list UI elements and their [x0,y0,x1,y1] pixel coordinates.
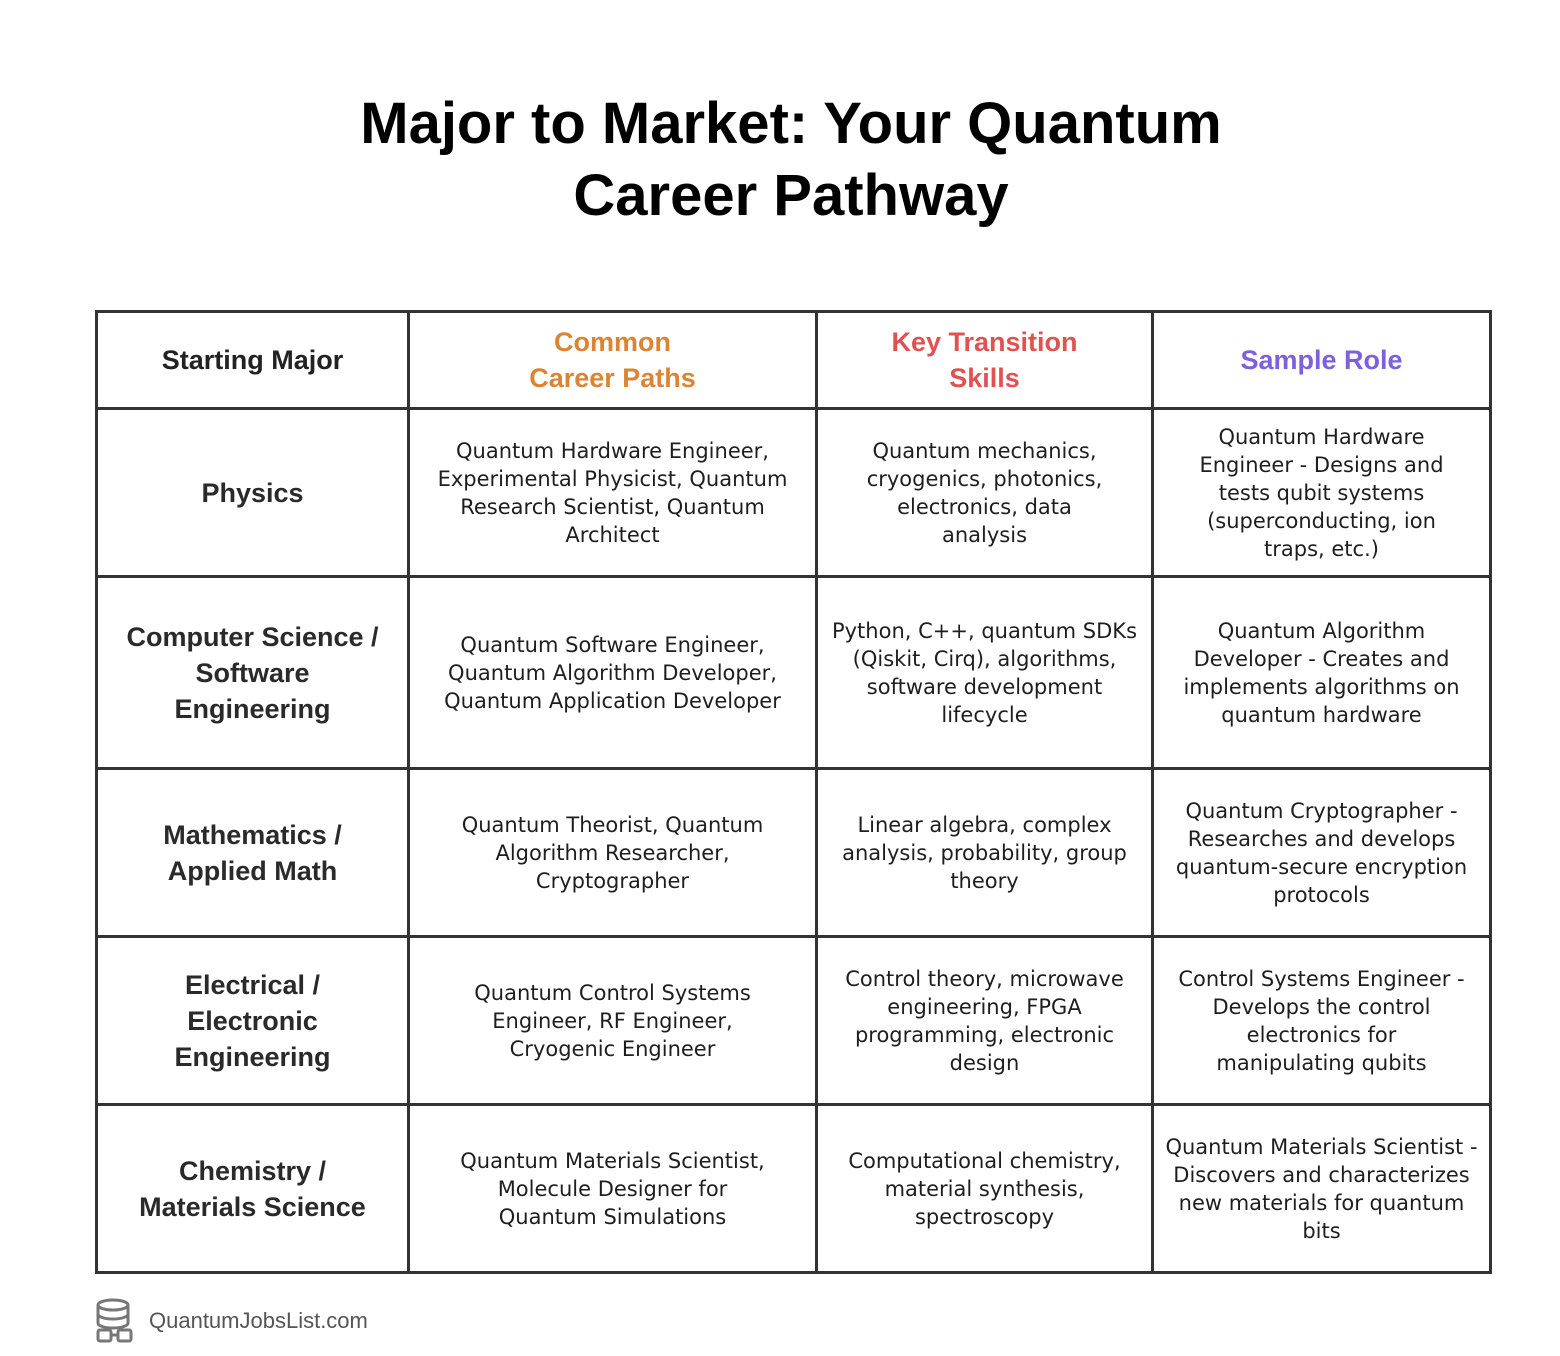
database-icon [95,1297,143,1345]
major-cell [97,577,409,769]
career-paths-text: Quantum Theorist, Quantum Algorithm Researcher, Cryptographer [461,812,764,893]
major-cell [97,937,409,1105]
header-sample-role: Sample Role [1153,312,1491,409]
major-cell [97,769,409,937]
major-cell: Physics [97,409,409,577]
career-paths-cell [409,769,817,937]
major-cell [97,1105,409,1273]
skills-cell [817,937,1153,1105]
header-transition-skills-label: Key Transition Skills [891,327,1078,393]
sample-role-text: Control Systems Engineer - Develops the control electronics for manipulating qubits [1178,966,1465,1075]
footer-site-name: QuantumJobsList.com [149,1308,368,1333]
table-header-row [97,312,1491,409]
sample-role-cell: Quantum Materials Scientist - Discovers and characterizes new materials for quantum bits [1153,1105,1491,1273]
skills-cell [817,409,1153,577]
career-pathway-table [95,310,1492,1274]
table-row [97,409,1491,577]
major-text: Mathematics / Applied Math [163,819,342,886]
career-paths-cell [409,937,817,1105]
career-paths-text: Quantum Materials Scientist, Molecule Designer for Quantum Simulations [460,1148,765,1229]
header-career-paths [409,312,817,409]
header-career-paths-label: Common Career Paths [529,327,696,393]
sample-role-cell: Quantum Cryptographer - Researches and develops quantum-secure encryption protocols [1153,769,1491,937]
career-paths-cell: Quantum Software Engineer, Quantum Algorithm Developer, Quantum Application Developer [409,577,817,769]
page-title-line1: Major to Market: Your Quantum [360,91,1222,156]
footer-brand [95,1296,368,1346]
table-row [97,577,1491,769]
career-paths-cell [409,1105,817,1273]
skills-text: Quantum mechanics, cryogenics, photonics, electronics, data analysis [866,438,1103,547]
career-paths-text: Quantum Control Systems Engineer, RF Engineer, Cryogenic Engineer [474,980,751,1061]
sample-role-cell [1153,937,1491,1105]
header-starting-major: Starting Major [97,312,409,409]
table-row [97,769,1491,937]
skills-cell [817,1105,1153,1273]
major-text: Chemistry / Materials Science [139,1155,366,1222]
page-title-line2: Career Pathway [573,163,1009,228]
career-paths-cell: Quantum Hardware Engineer, Experimental Physicist, Quantum Research Scientist, Quantum Architect [409,409,817,577]
sample-role-cell [1153,409,1491,577]
table-row [97,1105,1491,1273]
sample-role-text: Quantum Hardware Engineer - Designs and tests qubit systems (superconducting, ion traps, etc.) [1199,424,1444,561]
skills-text: Control theory, microwave engineering, FPGA programming, electronic design [845,966,1124,1075]
major-text: Electrical / Electronic Engineering [174,969,331,1072]
skills-cell: Python, C++, quantum SDKs (Qiskit, Cirq), algorithms, software development lifecycle [817,577,1153,769]
table-row [97,937,1491,1105]
major-text: Computer Science / Software Engineering [126,621,379,724]
header-transition-skills [817,312,1153,409]
sample-role-cell: Quantum Algorithm Developer - Creates and implements algorithms on quantum hardware [1153,577,1491,769]
skills-cell: Linear algebra, complex analysis, probability, group theory [817,769,1153,937]
skills-text: Computational chemistry, material synthesis, spectroscopy [848,1148,1121,1229]
page-title [0,88,1560,232]
